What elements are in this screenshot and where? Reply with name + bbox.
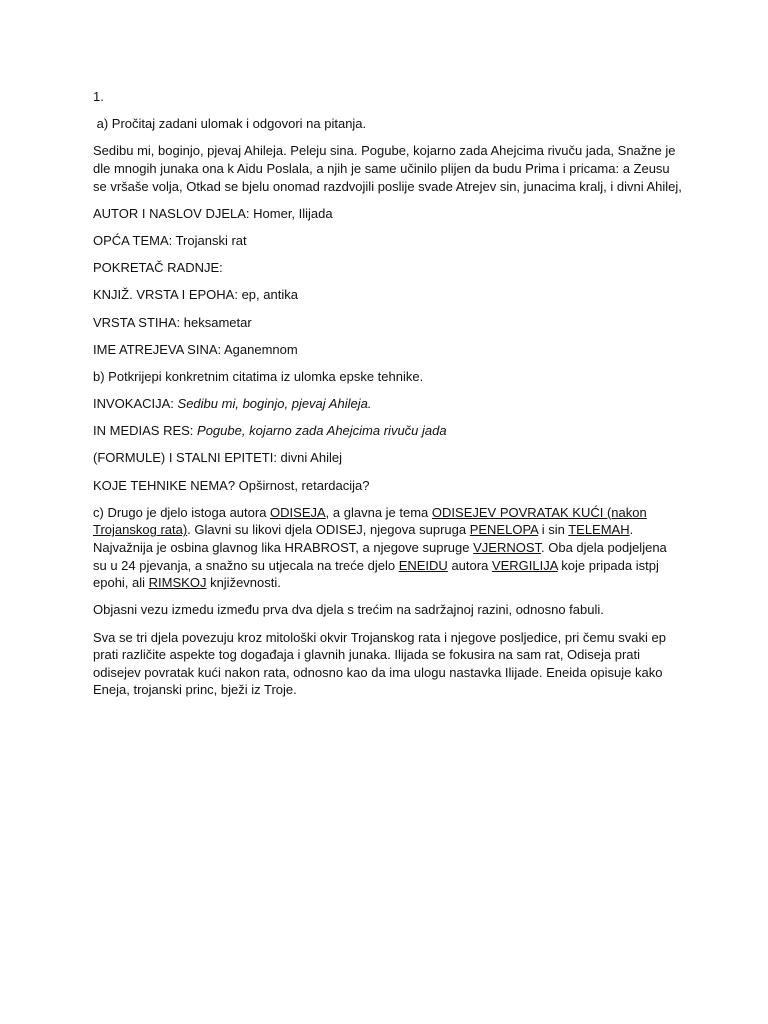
missing-techniques-line: KOJE TEHNIKE NEMA? Opširnost, retardacija?	[93, 477, 370, 493]
task-c-text-5: . Najvažnija je osbina glavnog lika HRABROST, a njegove supruge	[93, 522, 634, 555]
verse-line: VRSTA STIHA: heksametar	[93, 314, 252, 330]
document-page	[93, 88, 683, 709]
in-medias-res-label: IN MEDIAS RES:	[93, 423, 198, 439]
instigator-line: POKRETAČ RADNJE:	[93, 260, 223, 276]
invocation-quote: Sedibu mi, boginjo, pjevaj Ahileja.	[177, 396, 372, 412]
task-c-underlined-eneidu: ENEIDU	[398, 557, 448, 573]
task-b-heading: b) Potkrijepi konkretnim citatima iz ulomka epske tehnike.	[93, 368, 424, 384]
task-c-text-8: koje pripada istpj epohi, ali	[93, 557, 659, 591]
question-number: 1.	[93, 89, 104, 104]
task-c-text-6: . Oba djela podjeljena su u 24 pjevanja, a snažno su utjecala na treće djelo	[93, 540, 667, 573]
task-c-underlined-penelopa: PENELOPA	[469, 522, 539, 538]
excerpt-paragraph: Sedibu mi, boginjo, pjevaj Ahileja. Peleju sina. Pogube, kojarno zada Ahejcima rivuču jada, Snažne je dle mnogih junaka ona k Aidu Poslala, a njih je same učinilo plijen da budu Prima i pricama: a Zeusu se vršaše volja, Otkad se bjelu onomad razdvojili poslije svade Atrejev sin, junacima kralj, i divni Ahilej,	[93, 143, 682, 194]
task-c-underlined-vergilija: VERGILIJA	[491, 557, 558, 573]
in-medias-res-line	[93, 422, 683, 440]
author-title-line: AUTOR I NASLOV DJELA: Homer, Ilijada	[93, 205, 333, 221]
epithets-line: (FORMULE) I STALNI EPITETI: divni Ahilej	[93, 450, 342, 466]
theme-line: OPĆA TEMA: Trojanski rat	[93, 232, 247, 248]
task-c-underlined-vjernost: VJERNOST	[473, 540, 542, 555]
task-c-text-7: autora	[447, 557, 492, 573]
task-c-text-9: književnosti.	[206, 575, 281, 591]
task-a-heading: a) Pročitaj zadani ulomak i odgovori na pitanja.	[93, 116, 367, 132]
in-medias-res-quote: Pogube, kojarno zada Ahejcima rivuču jada	[197, 423, 447, 439]
answer-paragraph: Sva se tri djela povezuju kroz mitološki okvir Trojanskog rata i njegove posljedice, pri čemu svaki ep prati različite aspekte tog događaja i glavnih junaka. Ilijada se fokusira na sam rat, Odiseja prati odisejev povratak kući nakon rata, odnosno kao da ima ulogu nastavka Ilijade. Eneida opisuje kako Eneja, trojanski princ, bježi iz Troje.	[93, 629, 666, 698]
task-c-underlined-theme: ODISEJEV POVRATAK KUĆI (nakon Trojanskog rata)	[93, 504, 647, 538]
task-c-underlined-rimskoj: RIMSKOJ	[148, 575, 207, 591]
task-c-text-2: , a glavna je tema	[325, 504, 432, 520]
genre-epoch-line: KNJIŽ. VRSTA I EPOHA: ep, antika	[93, 287, 298, 303]
invocation-line	[93, 395, 683, 413]
task-c-text-1: c) Drugo je djelo istoga autora	[93, 504, 271, 520]
task-c-paragraph	[93, 504, 683, 592]
explain-prompt: Objasni vezu izmedu između prva dva djela s trećim na sadržajnoj razini, odnosno fabuli.	[93, 602, 604, 618]
task-c-underlined-odiseja: ODISEJA	[270, 504, 326, 520]
task-c-text-3: . Glavni su likovi djela ODISEJ, njegova supruga	[187, 522, 470, 538]
son-name-line: IME ATREJEVA SINA: Aganemnom	[93, 341, 298, 357]
invocation-label: INVOKACIJA:	[93, 396, 178, 412]
task-c-underlined-telemah: TELEMAH	[568, 522, 630, 538]
task-c-text-4: i sin	[538, 522, 569, 538]
